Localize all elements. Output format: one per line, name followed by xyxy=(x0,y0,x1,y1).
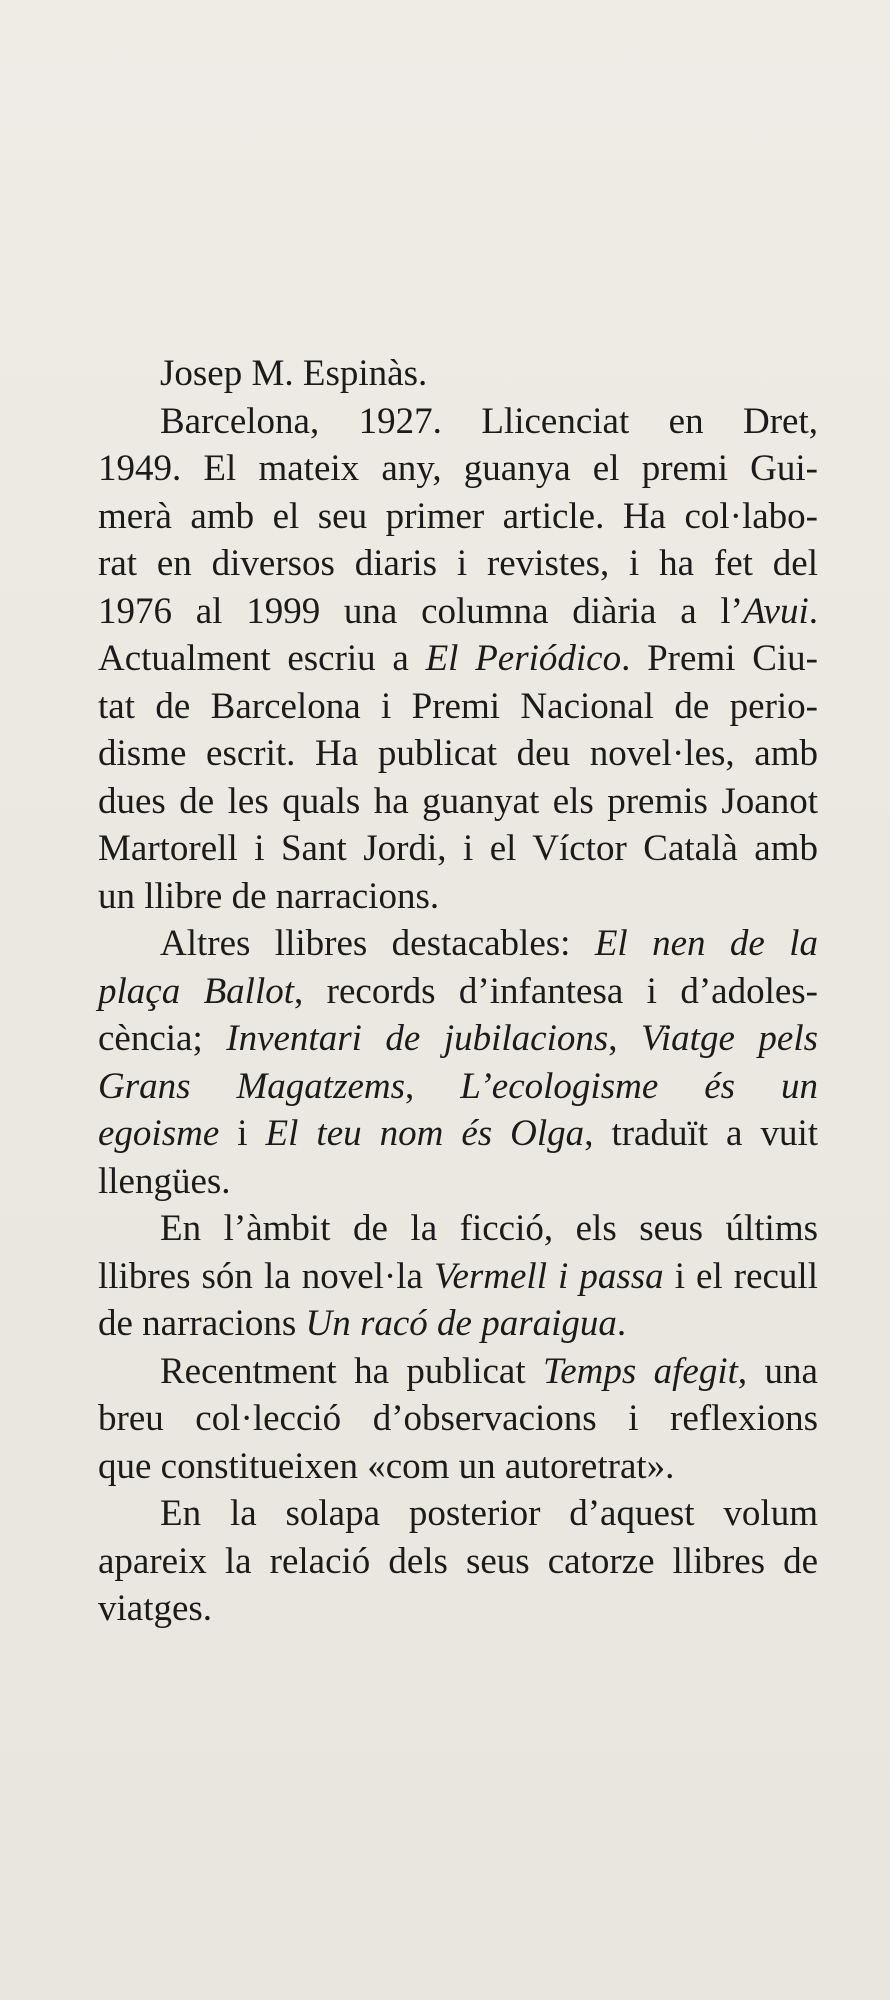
text-run: i el recull xyxy=(663,1255,818,1297)
text-run: llibres són la novel·la xyxy=(98,1255,434,1297)
text-run: Recentment ha publicat xyxy=(160,1350,544,1392)
text-line xyxy=(98,920,818,968)
italic-title: Vermell i passa xyxy=(433,1255,664,1297)
text-run: , una xyxy=(737,1350,818,1392)
italic-title: L’ecologisme és un xyxy=(460,1065,819,1107)
text-run: viatges. xyxy=(98,1588,213,1629)
text-run: Barcelona, 1927. Llicenciat en Dret, xyxy=(160,400,818,442)
text-run: 1949. El mateix any, guanya el premi Gui- xyxy=(98,448,818,489)
italic-title: Viatge pels xyxy=(641,1018,818,1059)
text-run: , xyxy=(608,1018,642,1059)
text-line xyxy=(98,1538,818,1586)
text-line xyxy=(98,540,818,588)
paragraph xyxy=(98,1348,818,1491)
text-line xyxy=(98,1063,818,1111)
text-run: merà amb el seu primer article. Ha col·labo- xyxy=(98,495,818,537)
text-line xyxy=(98,1395,818,1443)
italic-title: El nen de la xyxy=(594,923,818,964)
text-line xyxy=(98,445,818,493)
italic-title: El teu nom és Olga xyxy=(265,1113,585,1154)
text-run: Altres llibres destacables: xyxy=(160,923,595,964)
text-run: tat de Barcelona i Premi Nacional de perio- xyxy=(98,685,818,727)
text-line xyxy=(98,1443,818,1491)
text-run: apareix la relació dels seus catorze llibres de xyxy=(98,1540,818,1582)
text-run: llengües. xyxy=(98,1160,231,1202)
text-line xyxy=(98,778,818,826)
text-run: i xyxy=(219,1113,266,1154)
italic-title: Avui xyxy=(742,590,809,632)
italic-title: Un racó de paraigua xyxy=(305,1303,617,1344)
text-line xyxy=(98,873,818,921)
italic-title: egoisme xyxy=(98,1113,220,1154)
text-run: de narracions xyxy=(98,1303,306,1344)
author-biography xyxy=(98,350,818,1633)
text-line xyxy=(98,398,818,446)
text-run: . xyxy=(808,590,818,632)
text-line xyxy=(98,1158,818,1206)
paragraph xyxy=(98,920,818,1205)
text-line xyxy=(98,1015,818,1063)
text-run: En la solapa posterior d’aquest volum xyxy=(160,1493,818,1534)
paragraph xyxy=(98,1490,818,1633)
text-run: , xyxy=(405,1065,461,1107)
text-run: rat en diversos diaris i revistes, i ha fet del xyxy=(98,543,818,584)
author-name: Josep M. Espinàs. xyxy=(160,353,428,394)
text-line xyxy=(98,588,818,636)
italic-title: plaça Ballot xyxy=(98,970,295,1012)
text-run: Actualment escriu a xyxy=(98,638,426,679)
text-line xyxy=(98,1205,818,1253)
text-run: dues de les quals ha guanyat els premis Joanot xyxy=(98,780,818,822)
text-line xyxy=(98,1110,818,1158)
text-line xyxy=(98,1585,818,1633)
text-line xyxy=(98,1348,818,1396)
italic-title: Grans Magatzems xyxy=(98,1065,406,1107)
text-line xyxy=(98,825,818,873)
italic-title: Inventari de jubilacions xyxy=(226,1018,609,1059)
text-run: 1976 al 1999 una columna diària a l’ xyxy=(98,590,743,632)
text-run: , traduït a vuit xyxy=(584,1113,819,1154)
italic-title: Temps afegit xyxy=(543,1350,738,1392)
italic-title: El Periódico xyxy=(425,638,622,679)
text-run: un llibre de narracions. xyxy=(98,875,440,917)
text-run: cència; xyxy=(98,1018,227,1059)
text-line xyxy=(98,1490,818,1538)
text-run: . xyxy=(616,1303,627,1344)
text-line xyxy=(98,968,818,1016)
text-line xyxy=(98,635,818,683)
text-run: que constitueixen «com un autoretrat». xyxy=(98,1445,675,1487)
text-run: disme escrit. Ha publicat deu novel·les, amb xyxy=(98,733,818,774)
text-line xyxy=(98,1300,818,1348)
text-line xyxy=(98,493,818,541)
text-line xyxy=(98,683,818,731)
text-run: , records d’infantesa i d’adoles- xyxy=(294,970,818,1012)
biography-paragraphs xyxy=(98,398,818,1633)
text-line xyxy=(98,730,818,778)
paragraph xyxy=(98,1205,818,1348)
text-line xyxy=(98,1253,818,1301)
text-run: breu col·lecció d’observacions i reflexions xyxy=(98,1398,818,1439)
text-run: Martorell i Sant Jordi, i el Víctor Català amb xyxy=(98,828,818,869)
paragraph xyxy=(98,398,818,921)
text-run: En l’àmbit de la ficció, els seus últims xyxy=(160,1208,818,1249)
text-run: . Premi Ciu- xyxy=(621,638,818,679)
